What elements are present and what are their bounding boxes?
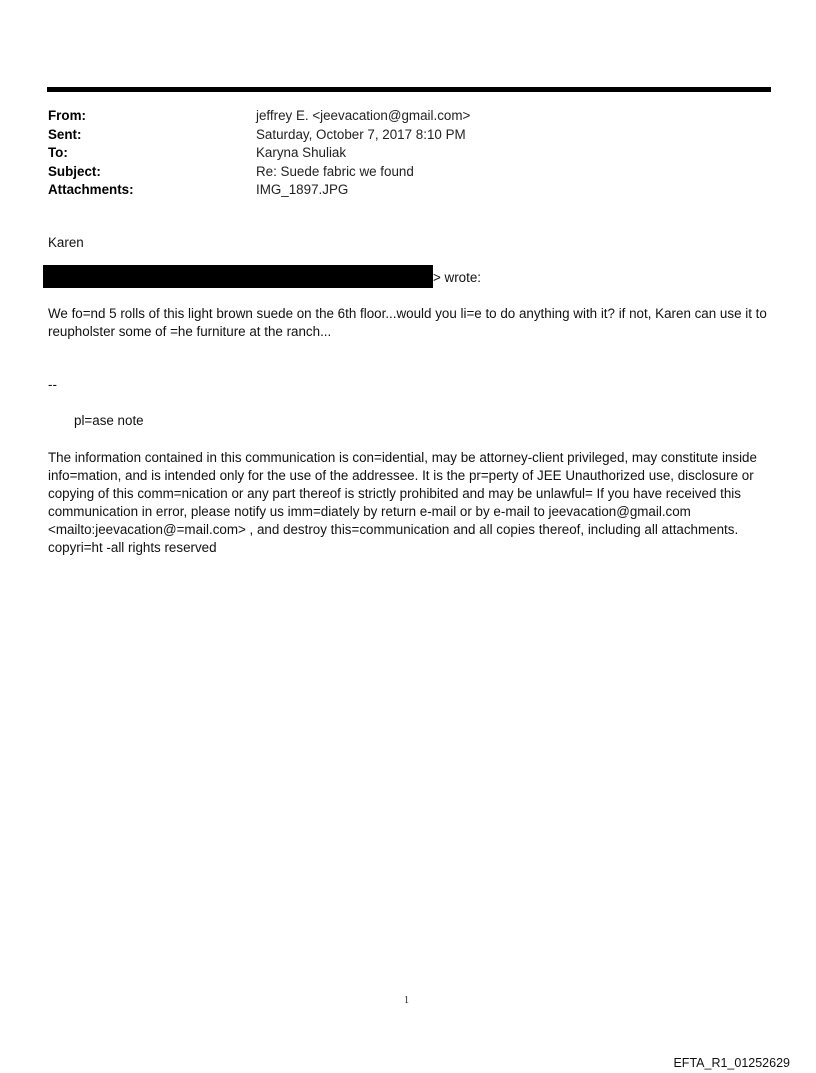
header-label-sent: Sent: [48,126,82,142]
message-body: We fo=nd 5 rolls of this light brown suede on the 6th floor...would you li=e to do anything with it? if not, Karen can use it to reupholster some of =he furniture at the ranch... [48,306,771,339]
header-row-from [48,107,768,126]
header-value-to: Karyna Shuliak [256,145,347,160]
header-value-from: jeffrey E. <jeevacation@gmail.com> [256,108,471,123]
email-header [48,107,768,200]
note-line: pl=ase note [74,413,144,428]
redaction-block [43,265,433,288]
document-id: EFTA_R1_01252629 [673,1056,790,1070]
header-row-subject [48,163,768,182]
signature-separator: -- [48,377,57,392]
header-value-sent: Saturday, October 7, 2017 8:10 PM [256,126,466,142]
header-rule [47,87,771,92]
header-value-subject: Re: Suede fabric we found [256,163,414,179]
header-row-to [48,144,768,163]
greeting: Karen [48,235,84,250]
disclaimer: The information contained in this communication is con=idential, may be attorney-client privileged, may constitute inside info=mation, and is intended only for the use of the addressee. It is the pr=perty of JEE Unauthorized use, disclosure or copying of this comm=nication or any part thereof is strictly prohibited and may be unlawful= If you have received this communication in error, please notify us imm=diately by return e-mail or by e-mail to jeevacation@gmail.com <mailto:jeevacation@=mail.com> , and destroy this=communication and all copies thereof, including all attachments. copyri=ht -all rights reserved [48,450,761,555]
quote-attribution: > wrote: [433,270,482,285]
header-label-to: To: [48,145,68,160]
header-label-attachments: Attachments: [48,182,134,197]
page-number: 1 [404,995,409,1006]
header-label-from: From: [48,108,86,123]
header-row-attachments [48,181,768,200]
header-row-sent [48,126,768,145]
header-label-subject: Subject: [48,163,101,179]
header-value-attachments: IMG_1897.JPG [256,182,349,197]
